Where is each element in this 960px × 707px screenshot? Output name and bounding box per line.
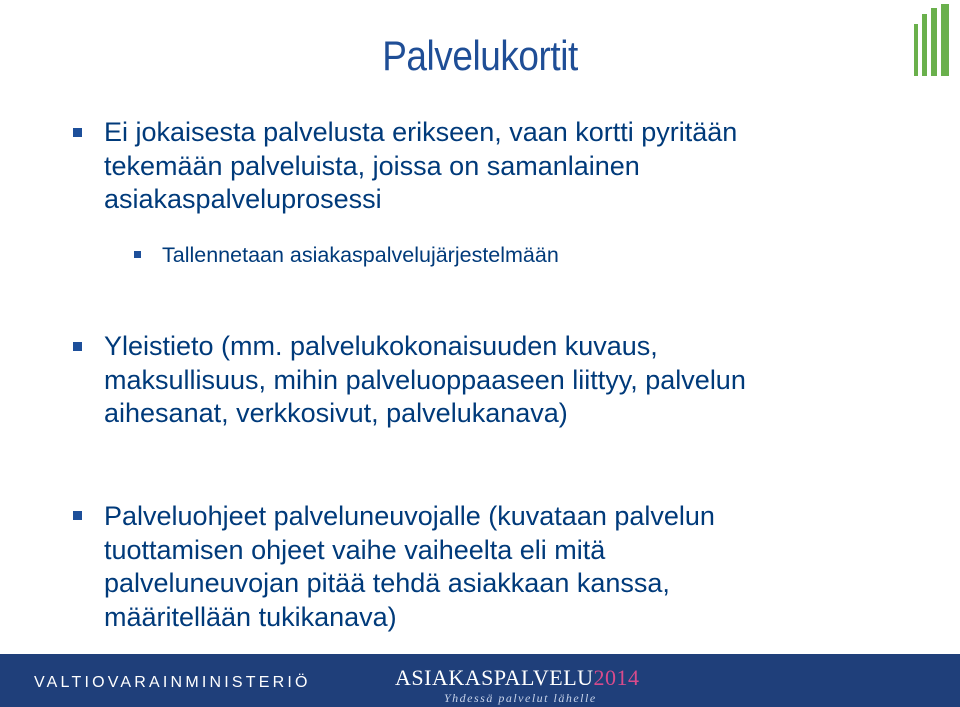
bullet-line: Yleistieto (mm. palvelukokonaisuuden kuvaus, (104, 331, 658, 361)
green-bars-logo-icon (914, 4, 952, 76)
square-bullet-icon (73, 128, 82, 137)
bullet-item (104, 500, 924, 634)
ministry-name: VALTIOVARAINMINISTERIÖ (34, 674, 311, 691)
bullet-line: määritellään tukikanava) (104, 601, 397, 632)
bullet-item (104, 330, 924, 431)
brand-logo-text (395, 665, 640, 691)
bullet-line: asiakaspalveluprosessi (104, 184, 382, 214)
square-bullet-icon (134, 251, 141, 258)
bullet-line: Palveluohjeet palveluneuvojalle (kuvataan palvelun (104, 501, 715, 531)
slide-title: Palvelukortit (382, 32, 578, 79)
bullet-line: tuottamisen ohjeet vaihe vaiheelta eli mitä (104, 534, 606, 565)
bullet-line: tekemään palveluista, joissa on samanlainen (104, 150, 640, 181)
bullet-line: maksullisuus, mihin palveluoppaaseen liittyy, palvelun (104, 364, 746, 395)
bullet-line: aihesanat, verkkosivut, palvelukanava) (104, 398, 568, 428)
footer-bar (0, 654, 960, 707)
bullet-line: Ei jokaisesta palvelusta erikseen, vaan kortti pyritään (104, 117, 738, 147)
bullet-line: palveluneuvojan pitää tehdä asiakkaan kanssa, (104, 568, 670, 598)
square-bullet-icon (73, 342, 82, 351)
sub-bullet-item: Tallennetaan asiakaspalvelujärjestelmään (162, 243, 559, 267)
brand-year: 2014 (593, 665, 640, 690)
brand-name: ASIAKASPALVELU (395, 665, 594, 690)
bullet-item (104, 116, 924, 217)
square-bullet-icon (73, 511, 82, 520)
brand-tagline: Yhdessä palvelut lähelle (444, 691, 597, 705)
